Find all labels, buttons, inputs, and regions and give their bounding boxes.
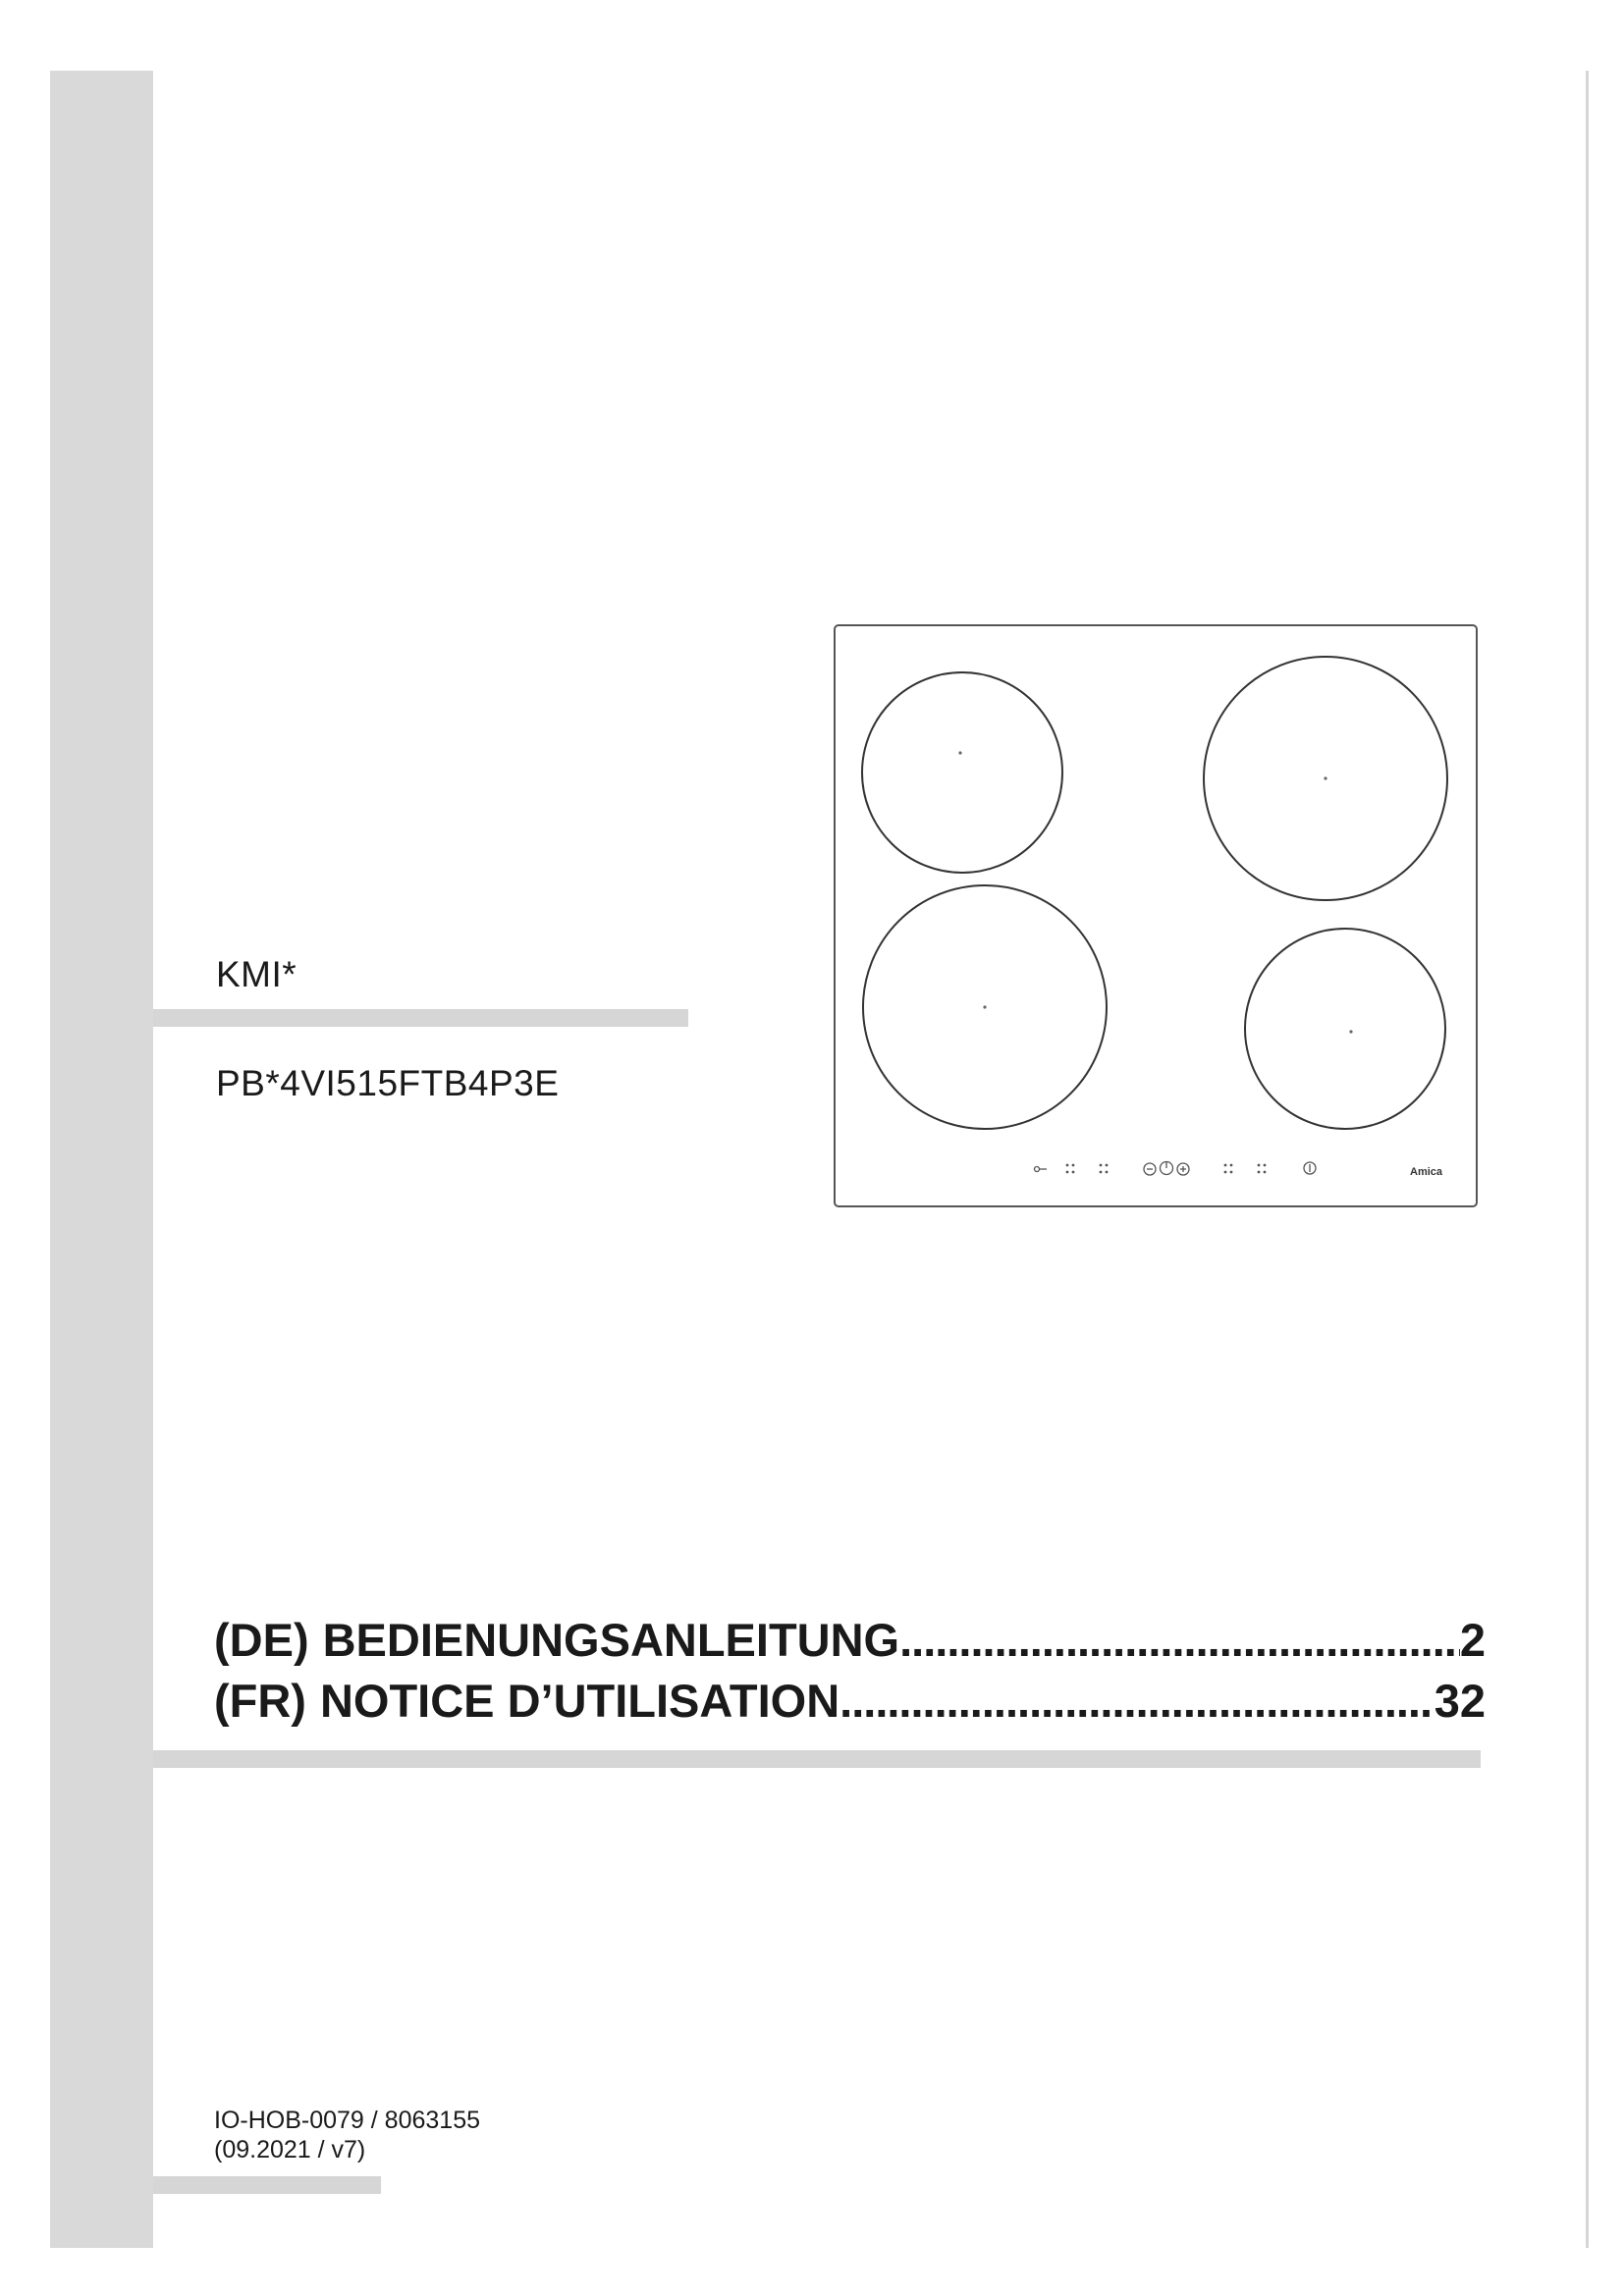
toc-divider-bar (153, 1750, 1481, 1768)
product-model: PB*4VI515FTB4P3E (216, 1063, 560, 1103)
cooktop-illustration (833, 623, 1481, 1212)
table-of-contents (214, 1610, 1486, 1732)
document-code-block (214, 2106, 480, 2164)
toc-leader-dots (899, 1610, 1460, 1671)
right-decorative-rule (1586, 71, 1589, 2248)
toc-entry-de[interactable] (214, 1610, 1486, 1671)
toc-entry-fr[interactable] (214, 1671, 1486, 1732)
toc-title: BEDIENUNGSANLEITUNG (322, 1614, 900, 1666)
toc-page-number: 2 (1459, 1614, 1486, 1666)
toc-page-number: 32 (1434, 1675, 1486, 1727)
toc-title: NOTICE D’UTILISATION (319, 1675, 840, 1727)
left-decorative-stripe (50, 71, 153, 2248)
product-series: KMI* (216, 954, 298, 994)
document-code: IO-HOB-0079 / 8063155 (214, 2107, 480, 2134)
document-date: (09.2021 / v7) (214, 2136, 366, 2163)
toc-leader-dots (839, 1671, 1435, 1732)
brand-logo: Amica (1410, 1166, 1443, 1178)
doc-code-divider-bar (153, 2176, 381, 2194)
toc-language: (DE) (214, 1614, 309, 1666)
model-divider-bar (153, 1009, 688, 1027)
toc-language: (FR) (214, 1675, 306, 1727)
cooktop-outline (835, 625, 1477, 1206)
